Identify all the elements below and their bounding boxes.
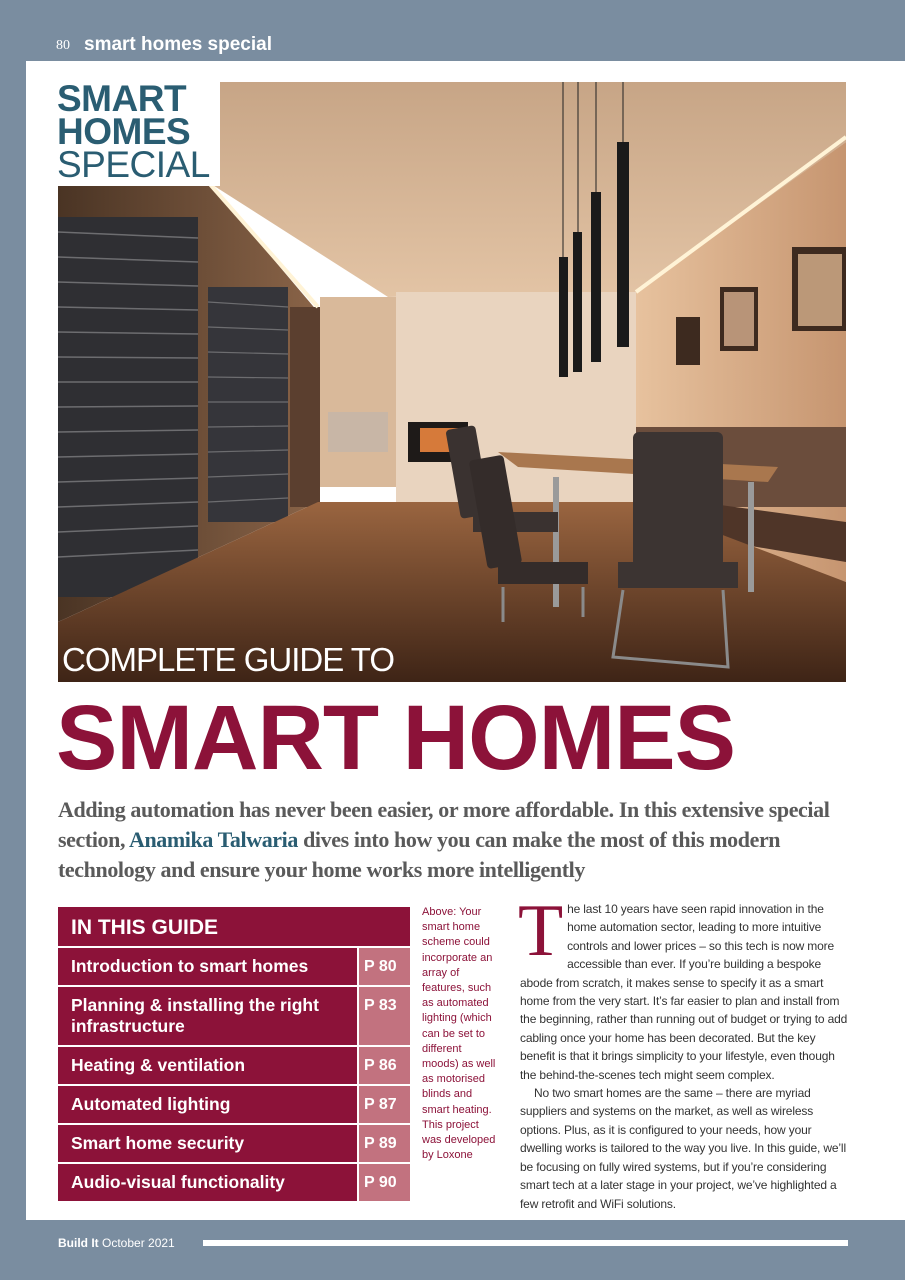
standfirst xyxy=(58,795,848,885)
page-number: 80 xyxy=(56,38,70,53)
issue-date: October 2021 xyxy=(102,1236,175,1250)
footer-rule xyxy=(203,1240,848,1246)
main-headline: SMART HOMES xyxy=(56,687,735,789)
toc-entry[interactable] xyxy=(58,1086,410,1125)
page-header xyxy=(0,0,905,60)
toc-entry[interactable] xyxy=(58,1164,410,1201)
photo-caption: Above: Your smart home scheme could incorporate an array of features, such as automated lighting (which can be set to different moods) as well as motorised blinds and smart heating. This project was developed by Loxone xyxy=(422,906,496,1162)
toc-entry-page: P 80 xyxy=(359,948,410,985)
toc-entry-page: P 86 xyxy=(359,1047,410,1084)
magazine-name: Build It xyxy=(58,1236,99,1250)
toc-entry-label: Introduction to smart homes xyxy=(58,948,359,985)
toc-entry[interactable] xyxy=(58,1125,410,1164)
author-name: Anamika Talwaria xyxy=(128,827,298,852)
page-footer xyxy=(58,1236,175,1250)
toc-entry-label: Heating & ventilation xyxy=(58,1047,359,1084)
drop-cap: T xyxy=(518,890,564,972)
guide-contents-box xyxy=(58,907,410,1201)
paragraph-text: he last 10 years have seen rapid innovation in the home automation sector, leading to more intuitive controls and lower prices – so this tech is now more accessible than ever. If you’re building a bespoke abode from scratch, it makes sense to specify it as a smart home from the very start. It’s far easier to plan and install from the beginning, rather than running out of budget or trying to add cabling once your home has been decorated. But the key benefit is that it brings simplicity to your lifestyle, even though the behind-the-scenes tech might seem complex. xyxy=(520,902,848,1082)
toc-entry-page: P 87 xyxy=(359,1086,410,1123)
toc-entry-page: P 89 xyxy=(359,1125,410,1162)
toc-entry-label: Planning & installing the right infrastructure xyxy=(58,987,359,1045)
standfirst-outro: dives into how you can make the most of this modern technology and ensure your home works more intelligently xyxy=(58,827,781,882)
body-paragraph xyxy=(518,890,850,1084)
toc-entry-label: Smart home security xyxy=(58,1125,359,1162)
badge-line-3: SPECIAL xyxy=(57,144,210,185)
toc-entry[interactable] xyxy=(58,948,410,987)
smart-homes-special-badge xyxy=(52,80,220,186)
badge-line-1: SMART xyxy=(57,78,187,119)
article-body xyxy=(518,890,850,1213)
body-paragraph: No two smart homes are the same – there are myriad suppliers and systems on the market, as well as wireless options. Plus, as it is configured to your needs, how your dwelling works is tailored to the way you live. In this guide, we’ll be focusing on fully wired systems, but if you’re considering smart tech at a later stage in your project, we’ve highlighted a few retrofit and WiFi solutions. xyxy=(520,1086,846,1211)
toc-entry[interactable] xyxy=(58,987,410,1047)
headline-kicker: COMPLETE GUIDE TO xyxy=(62,641,395,678)
toc-entry-page: P 83 xyxy=(359,987,410,1045)
toc-entry-label: Automated lighting xyxy=(58,1086,359,1123)
guide-contents-title: IN THIS GUIDE xyxy=(58,907,410,948)
standfirst-intro: Adding automation has never been easier, or more affordable. In this extensive special section, xyxy=(58,797,830,852)
badge-line-2: HOMES xyxy=(57,111,191,152)
toc-entry-page: P 90 xyxy=(359,1164,410,1201)
toc-entry[interactable] xyxy=(58,1047,410,1086)
toc-entry-label: Audio-visual functionality xyxy=(58,1164,359,1201)
section-name: smart homes special xyxy=(84,34,272,55)
